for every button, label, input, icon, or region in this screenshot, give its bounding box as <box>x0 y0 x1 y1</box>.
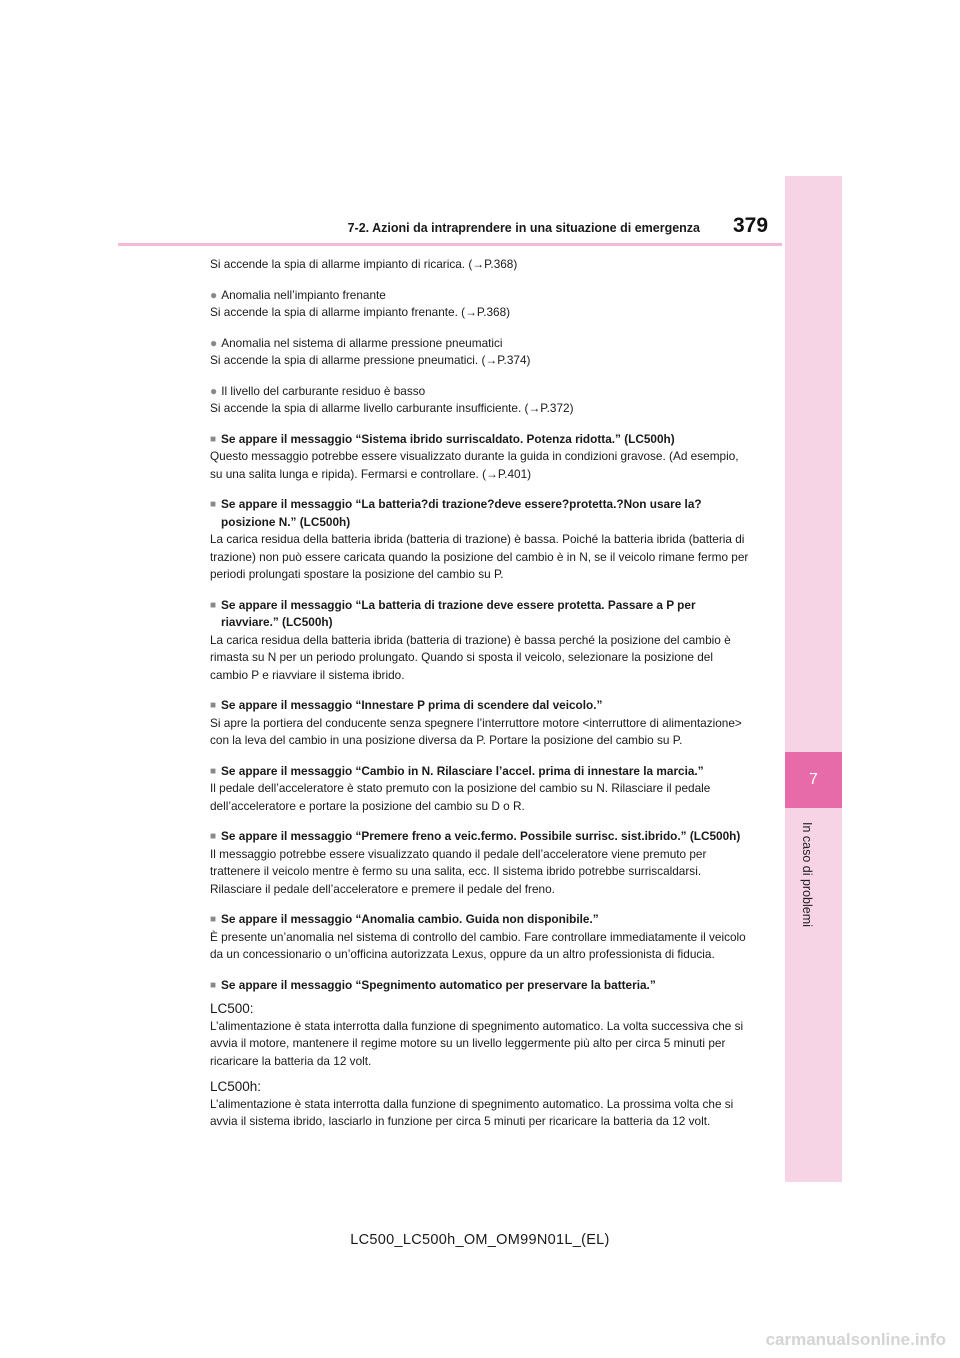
section-heading: ■ Se appare il messaggio “La batteria?di trazione?deve essere?protetta.?Non usare la?posizione N.” (LC500h) <box>210 497 702 529</box>
body-text: Il pedale dell’acceleratore è stato premuto con la posizione del cambio su N. Rilasciare il pedale dell’acceleratore e portare la posizione del cambio su D o R. <box>210 781 711 813</box>
square-bullet-icon: ■ <box>210 499 217 510</box>
section-heading: ■ Se appare il messaggio “Premere freno a veic.fermo. Possibile surrisc. sist.ibrido.” (LC500h) <box>210 828 750 846</box>
model-label: LC500h: <box>210 1079 262 1094</box>
watermark: carmanualsonline.info <box>765 1330 946 1349</box>
intro-text: Si accende la spia di allarme impianto di ricarica. (→P.368) <box>210 257 518 271</box>
side-tab <box>785 176 842 1182</box>
square-bullet-icon: ■ <box>210 433 217 445</box>
section-heading: ■ Se appare il messaggio “Sistema ibrido surriscaldato. Potenza ridotta.” (LC500h) <box>210 431 750 449</box>
page-content <box>210 256 750 1131</box>
body-text: L’alimentazione è stata interrotta dalla funzione di spegnimento automatico. La prossima volta che si avvia il sistema ibrido, lasciarlo in funzione per circa 5 minuti per ricaricare la batteria da 12 volt. <box>210 1096 734 1128</box>
square-bullet-icon: ■ <box>210 765 217 777</box>
body-text: L’alimentazione è stata interrotta dalla funzione di spegnimento automatico. La volta successiva che si avvia il motore, mantenere il regime motore su un livello leggermente più alto per circa 5 minuti per ricaricare la batteria da 12 volt. <box>210 1018 744 1068</box>
chapter-number: 7 <box>785 752 842 808</box>
body-text: Si accende la spia di allarme livello carburante insufficiente. (→P.372) <box>210 401 574 415</box>
circle-bullet-icon: ● <box>210 383 218 398</box>
footer-code: LC500_LC500h_OM_OM99N01L_(EL) <box>350 1232 610 1248</box>
body-text: Si accende la spia di allarme pressione pneumatici. (→P.374) <box>210 353 531 367</box>
section-heading: ■ Se appare il messaggio “La batteria di trazione deve essere protetta. Passare a P per riavviare.” (LC500h) <box>210 597 696 629</box>
square-bullet-icon: ■ <box>210 914 217 925</box>
section-heading: ■ Se appare il messaggio “Innestare P prima di scendere dal veicolo.” <box>210 697 750 715</box>
square-bullet-icon: ■ <box>210 979 217 991</box>
section-title: 7-2. Azioni da intraprendere in una situazione di emergenza <box>347 221 700 235</box>
body-text: Questo messaggio potrebbe essere visualizzato durante la guida in condizioni gravose. (Ad esempio, su una salita lunga e ripida). Fermarsi e controllare. (→P.401) <box>210 449 739 481</box>
circle-heading: ● Anomalia nell’impianto frenante <box>210 287 750 305</box>
body-text: La carica residua della batteria ibrida (batteria di trazione) è bassa perché la posizione del cambio è rimasta su N per un periodo prolungato. Quando si sposta il veicolo, selezionare la posizione del cambio P e riavviare il sistema ibrido. <box>210 632 731 682</box>
chapter-title: In caso di problemi <box>800 822 814 927</box>
body-text: Il messaggio potrebbe essere visualizzato quando il pedale dell’acceleratore viene premuto per trattenere il veicolo mentre è fermo su una salita, ecc. Il sistema ibrido potrebbe surriscaldarsi. Rilasciare il pedale dell’acceleratore e premere il pedale del freno. <box>210 846 707 896</box>
circle-bullet-icon: ● <box>210 287 218 302</box>
page-number: 379 <box>733 214 769 237</box>
body-text: La carica residua della batteria ibrida (batteria di trazione) è bassa. Poiché la batteria ibrida (batteria di trazione) non può essere caricata quando la posizione del cambio è in N, se il veicolo rimane fermo per periodi prolungati spostare la posizione del cambio su P. <box>210 532 749 581</box>
square-bullet-icon: ■ <box>210 700 217 711</box>
body-text: Si accende la spia di allarme impianto frenante. (→P.368) <box>210 305 511 319</box>
section-heading: ■ Se appare il messaggio “Cambio in N. Rilasciare l’accel. prima di innestare la marcia.” <box>210 763 750 781</box>
circle-heading: ● Anomalia nel sistema di allarme pressione pneumatici <box>210 335 750 353</box>
circle-bullet-icon: ● <box>210 335 218 350</box>
square-bullet-icon: ■ <box>210 831 217 842</box>
section-heading: ■ Se appare il messaggio “Spegnimento automatico per preservare la batteria.” <box>210 977 750 995</box>
body-text: Si apre la portiera del conducente senza spegnere l’interruttore motore <interruttore di alimentazione> con la leva del cambio in una posizione diversa da P. Portare la posizione del cambio su P. <box>210 715 742 747</box>
model-label: LC500: <box>210 1001 254 1016</box>
body-text: È presente un’anomalia nel sistema di controllo del cambio. Fare controllare immediatamente il veicolo da un concessionario o un’officina autorizzata Lexus, oppure da un altro professionista di fiducia. <box>210 929 746 961</box>
circle-heading: ● Il livello del carburante residuo è basso <box>210 383 750 401</box>
square-bullet-icon: ■ <box>210 599 217 611</box>
header-rule <box>118 243 782 246</box>
section-heading: ■ Se appare il messaggio “Anomalia cambio. Guida non disponibile.” <box>210 911 750 929</box>
